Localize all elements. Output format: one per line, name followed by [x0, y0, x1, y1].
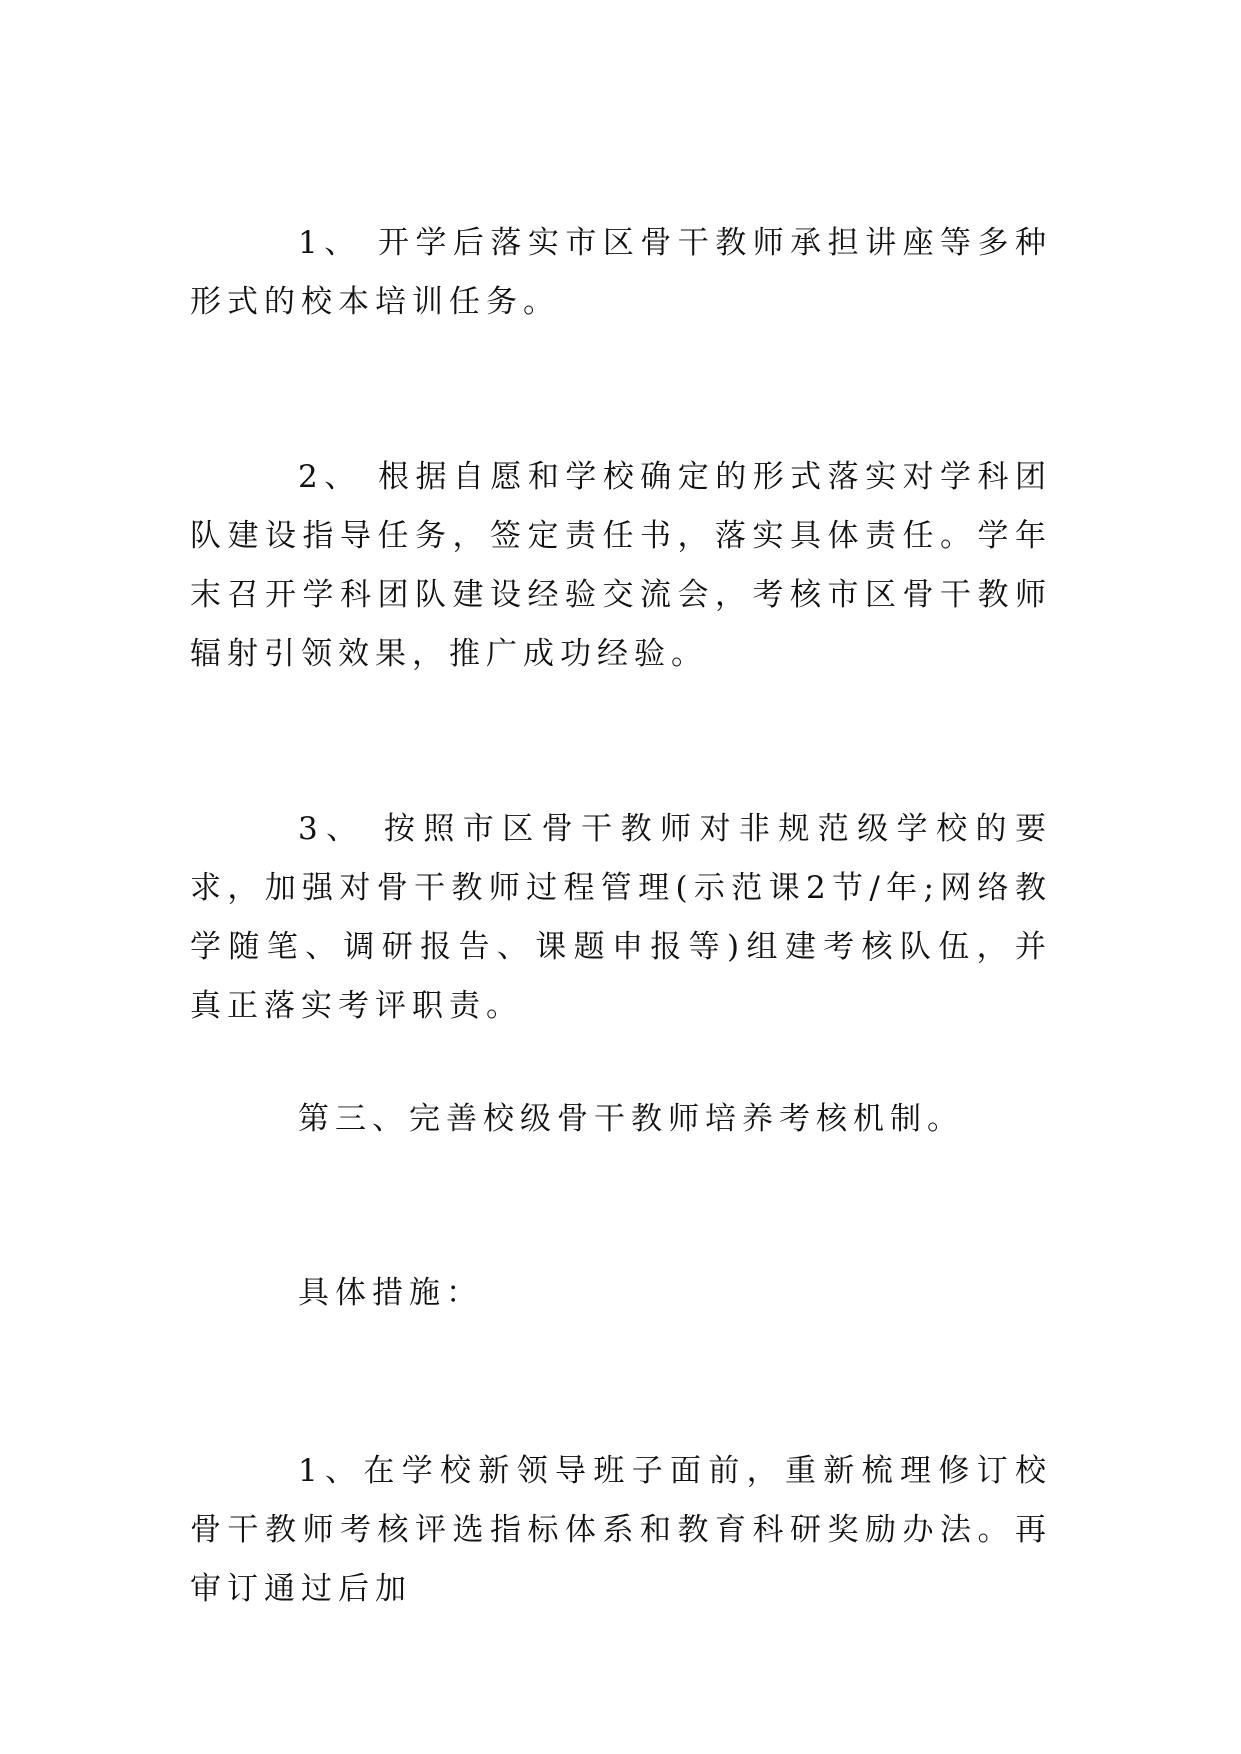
measures-heading: 具体措施： [298, 1275, 483, 1311]
paragraph-revise-indicators: 1、在学校新领导班子面前，重新梳理修订校骨干教师考核评选指标体系和教育科研奖励办法。再审订通过后加 [190, 1453, 1052, 1607]
paragraph-process-management: 3、 按照市区骨干教师对非规范级学校的要求，加强对骨干教师过程管理(示范课2节/年;网络教学随笔、调研报告、课题申报等)组建考核队伍，并真正落实考评职责。 [190, 811, 1052, 1024]
paragraph-school-training: 1、 开学后落实市区骨干教师承担讲座等多种形式的校本培训任务。 [190, 225, 1052, 320]
section-heading-third: 第三、完善校级骨干教师培养考核机制。 [298, 1101, 964, 1137]
paragraph-team-building: 2、 根据自愿和学校确定的形式落实对学科团队建设指导任务，签定责任书，落实具体责任。学年末召开学科团队建设经验交流会，考核市区骨干教师辐射引领效果，推广成功经验。 [190, 459, 1052, 672]
